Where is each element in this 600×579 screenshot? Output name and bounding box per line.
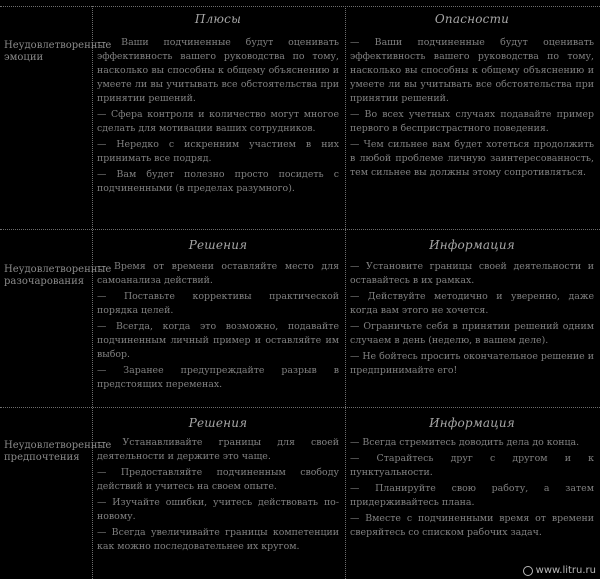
watermark[interactable] bbox=[523, 565, 596, 576]
list-item: — Заранее предупреждайте разрыв в предстоящих переменах. bbox=[97, 365, 339, 390]
row-label-2: Неудовлетворенные разочарования bbox=[4, 264, 112, 287]
list-item: — Чем сильнее вам будет хотеться продолжить в любой проблеме личную заинтересованность, тем сильнее вы должны этому сопротивляться. bbox=[350, 139, 594, 178]
top-rule bbox=[0, 6, 600, 7]
row-2-left-heading: Решения bbox=[188, 238, 248, 252]
row-3-right-heading: Информация bbox=[429, 416, 515, 430]
list-item: — Действуйте методично и уверенно, даже когда вам этого не хочется. bbox=[350, 291, 594, 316]
list-item: — Предоставляйте подчиненным свободу действий и учитесь на своем опыте. bbox=[97, 467, 339, 492]
list-item: — Ваши подчиненные будут оценивать эффективность вашего руководства по тому, насколько вы способны к общему объяснению и умеете ли вы учитывать все обстоятельства при принятии решений. bbox=[97, 37, 339, 104]
row-2-right-heading: Информация bbox=[429, 238, 515, 252]
row-3-right-cell bbox=[350, 436, 594, 542]
row-1-right-cell bbox=[350, 36, 594, 182]
list-item: — Не бойтесь просить окончательное решение и предпринимайте его! bbox=[350, 351, 594, 376]
list-item: — Устанавливайте границы для своей деятельности и держите это чаще. bbox=[97, 437, 339, 462]
list-item: — Старайтесь друг с другом и к пунктуальности. bbox=[350, 453, 594, 478]
list-item: — Изучайте ошибки, учитесь действовать по-новому. bbox=[97, 497, 339, 522]
column-divider-1 bbox=[92, 6, 93, 579]
list-item: — Установите границы своей деятельности и оставайтесь в их рамках. bbox=[350, 261, 594, 286]
row-2-right-cell bbox=[350, 260, 594, 380]
row-label-1: Неудовлетворенные эмоции bbox=[4, 40, 112, 63]
list-item: — Нередко с искренним участием в них принимать все подряд. bbox=[97, 139, 339, 164]
row-3-left-heading: Решения bbox=[188, 416, 248, 430]
row-2-left-cell bbox=[97, 260, 339, 394]
list-item: — Вместе с подчиненными время от времени сверяйтесь со списком рабочих задач. bbox=[350, 513, 594, 538]
list-item: — Время от времени оставляйте место для самоанализа действий. bbox=[97, 261, 339, 286]
row-divider-1 bbox=[0, 229, 600, 230]
list-item: — Ваши подчиненные будут оценивать эффективность вашего руководства по тому, насколько вы способны к общему объяснению и умеете ли вы учитывать все обстоятельства при принятии решений. bbox=[350, 37, 594, 104]
row-3-left-cell bbox=[97, 436, 339, 556]
row-label-3: Неудовлетворенные предпочтения bbox=[4, 440, 112, 463]
list-item: — Поставьте коррективы практической порядка целей. bbox=[97, 291, 339, 316]
list-item: — Всегда, когда это возможно, подавайте подчиненным личный пример и оставляйте им выбор. bbox=[97, 321, 339, 360]
list-item: — Всегда стремитесь доводить дела до конца. bbox=[350, 437, 580, 448]
column-divider-2 bbox=[345, 6, 346, 579]
list-item: — Ограничьте себя в принятии решений одним случаем в день (неделю, в вашем деле). bbox=[350, 321, 594, 346]
row-1-left-cell bbox=[97, 36, 339, 198]
list-item: — Вам будет полезно просто посидеть с подчиненными (в пределах разумного). bbox=[97, 169, 339, 194]
globe-icon bbox=[523, 566, 533, 576]
watermark-text: www.litru.ru bbox=[535, 565, 596, 576]
list-item: — Планируйте свою работу, а затем придерживайтесь плана. bbox=[350, 483, 594, 508]
column-heading-pros: Плюсы bbox=[194, 12, 242, 26]
column-heading-dangers: Опасности bbox=[434, 12, 510, 26]
list-item: — Во всех учетных случаях подавайте пример первого в беспристрастного поведения. bbox=[350, 109, 594, 134]
list-item: — Всегда увеличивайте границы компетенции как можно последовательнее их кругом. bbox=[97, 527, 339, 552]
row-divider-2 bbox=[0, 407, 600, 408]
list-item: — Сфера контроля и количество могут многое сделать для мотивации ваших сотрудников. bbox=[97, 109, 339, 134]
